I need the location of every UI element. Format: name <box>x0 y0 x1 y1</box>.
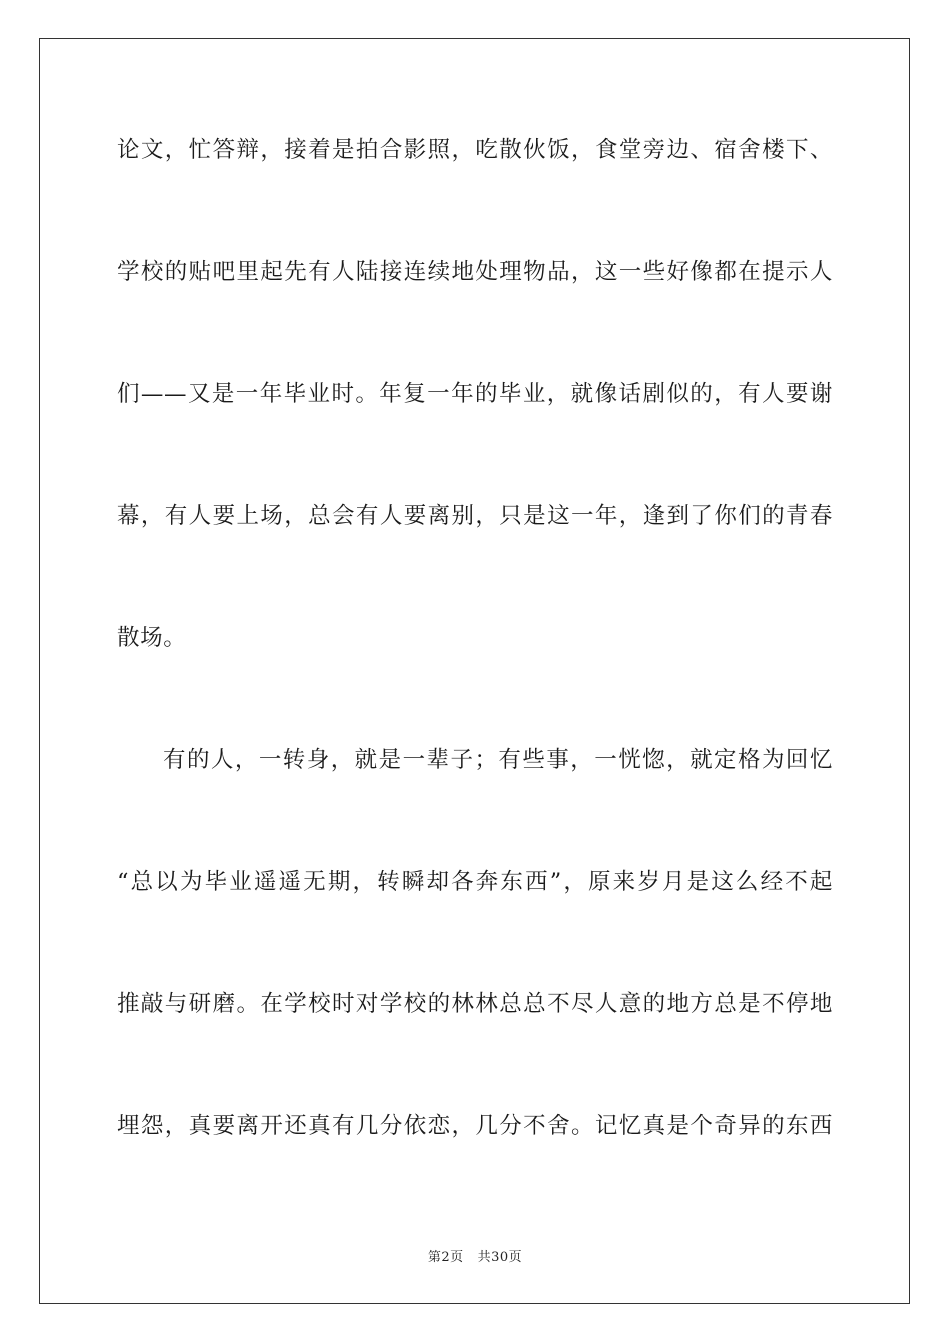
text-line-7: “总以为毕业遥遥无期，转瞬却各奔东西”，原来岁月是这么经不起 <box>117 869 833 895</box>
text-line-3: 们——又是一年毕业时。年复一年的毕业，就像话剧似的，有人要谢 <box>117 381 833 407</box>
page-number: 第2页 <box>427 1250 464 1265</box>
text-line-9: 埋怨，真要离开还真有几分依恋，几分不舍。记忆真是个奇异的东西 <box>117 1113 833 1139</box>
text-line-8: 推敲与研磨。在学校时对学校的林林总总不尽人意的地方总是不停地 <box>117 991 833 1017</box>
text-line-5: 散场。 <box>117 625 187 651</box>
text-line-4: 幕，有人要上场，总会有人要离别，只是这一年，逢到了你们的青春 <box>117 503 833 529</box>
text-line-2: 学校的贴吧里起先有人陆接连续地处理物品，这一些好像都在提示人 <box>117 259 833 285</box>
page-total: 共30页 <box>477 1250 523 1265</box>
text-line-1: 论文，忙答辩，接着是拍合影照，吃散伙饭，食堂旁边、宿舍楼下、 <box>117 137 833 163</box>
text-line-6: 有的人，一转身，就是一辈子；有些事，一恍惚，就定格为回忆 <box>163 747 833 773</box>
document-body <box>117 118 833 1216</box>
page-footer <box>0 1246 950 1265</box>
